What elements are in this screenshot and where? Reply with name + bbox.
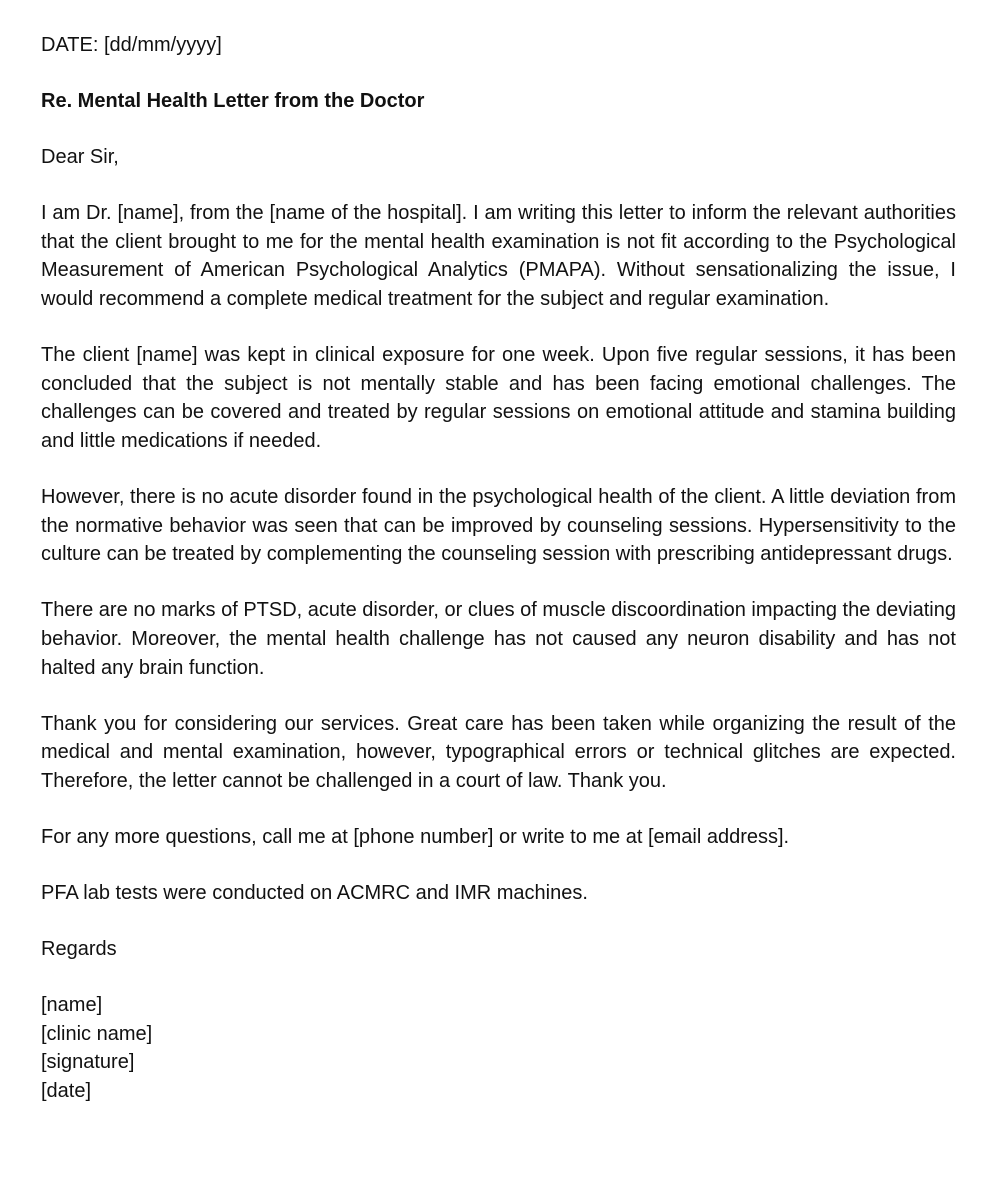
signature-date: [date]: [41, 1079, 92, 1102]
body-paragraph-1: I am Dr. [name], from the [name of the hospital]. I am writing this letter to inform the relevant authorities that the client brought to me for the mental health examination is not fit according to the Psychological Measurement of American Psychological Analytics (PMAPA). Without sensationalizing the issue, I would recommend a complete medical treatment for the subject and regular examination.: [41, 202, 956, 311]
signature-clinic: [clinic name]: [41, 1022, 153, 1045]
signature-name: [name]: [41, 994, 103, 1017]
closing: Regards: [41, 938, 117, 961]
lab-note: PFA lab tests were conducted on ACMRC and IMR machines.: [41, 881, 588, 904]
body-paragraph-4: There are no marks of PTSD, acute disorder, or clues of muscle discoordination impacting the deviating behavior. Moreover, the mental health challenge has not caused any neuron disability and has not halted any brain function.: [41, 599, 956, 679]
body-paragraph-2: The client [name] was kept in clinical exposure for one week. Upon five regular sessions, it has been concluded that the subject is not mentally stable and has been facing emotional challenges. The challenges can be covered and treated by regular sessions on emotional attitude and stamina building and little medications if needed.: [41, 344, 956, 452]
letter-document: [41, 31, 956, 1106]
body-paragraph-5: Thank you for considering our services. Great care has been taken while organizing the result of the medical and mental examination, however, typographical errors or technical glitches are expected. Therefore, the letter cannot be challenged in a court of law. Thank you.: [41, 712, 956, 792]
signature-line: [signature]: [41, 1051, 135, 1074]
body-paragraph-3: However, there is no acute disorder found in the psychological health of the client. A little deviation from the normative behavior was seen that can be improved by counseling sessions. Hypersensitivity to the culture can be treated by complementing the counseling session with prescribing antidepressant drugs.: [41, 486, 956, 566]
contact-line: For any more questions, call me at [phone number] or write to me at [email address].: [41, 825, 790, 848]
subject-line: Re. Mental Health Letter from the Doctor: [41, 90, 425, 113]
salutation: Dear Sir,: [41, 146, 119, 169]
signature-block: [41, 991, 956, 1105]
date-line: DATE: [dd/mm/yyyy]: [41, 34, 222, 56]
